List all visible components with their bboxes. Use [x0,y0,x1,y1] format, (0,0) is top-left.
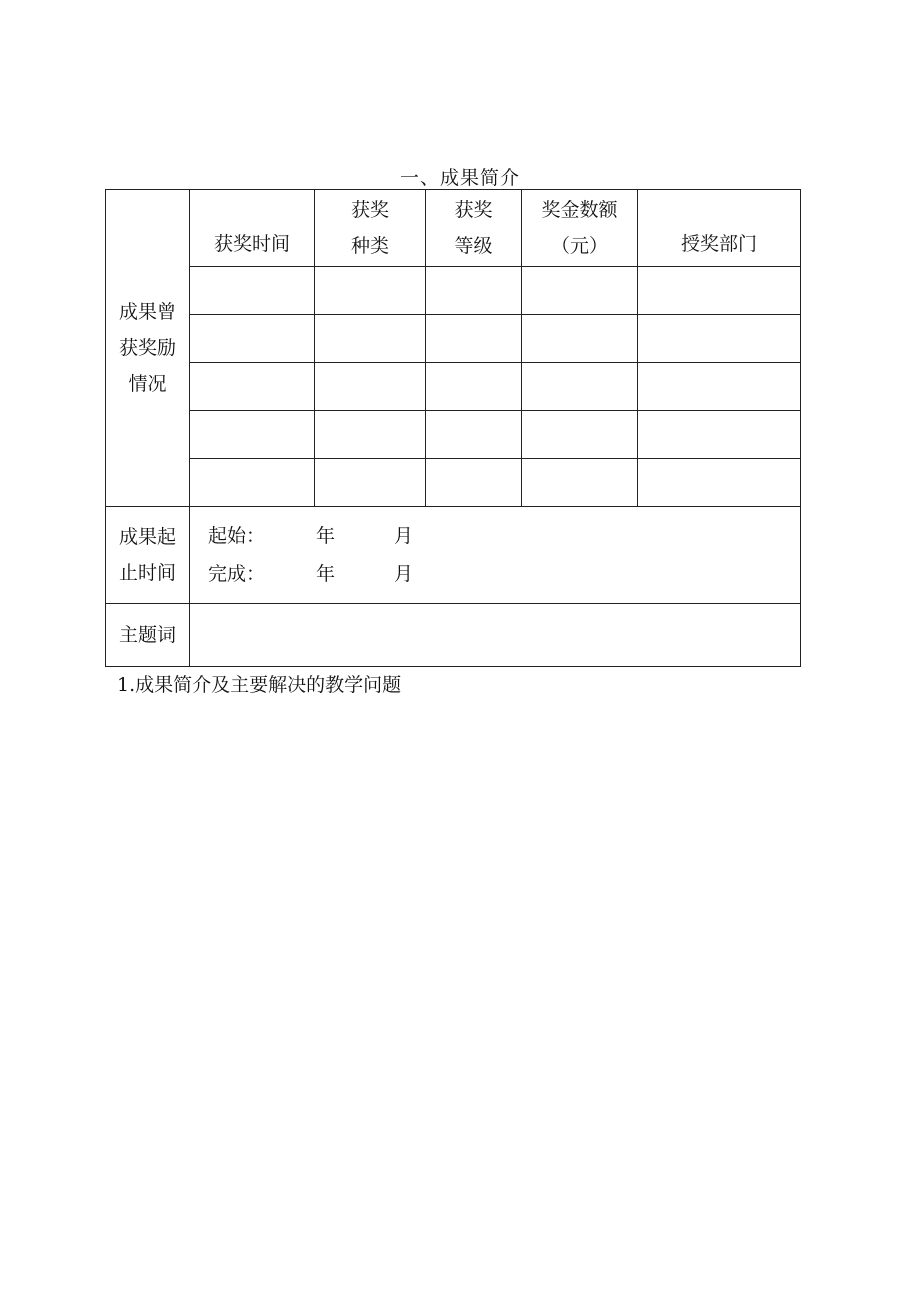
prize-amount-cell[interactable] [522,363,638,411]
award-entry-row [106,267,801,315]
prize-amount-cell[interactable] [522,411,638,459]
keywords-label: 主题词 [106,604,190,667]
keywords-field[interactable] [190,604,801,667]
award-level-cell[interactable] [426,267,522,315]
section-title: 一、成果简介 [399,167,520,189]
achievement-form-table [105,189,801,667]
period-row [106,507,801,604]
award-type-cell[interactable] [315,459,426,507]
awarding-dept-cell[interactable] [638,459,801,507]
period-fields[interactable] [190,507,801,604]
awarding-dept-cell[interactable] [638,267,801,315]
header-award-time: 获奖时间 [190,190,315,267]
awarding-dept-cell[interactable] [638,315,801,363]
award-time-cell[interactable] [190,411,315,459]
header-awarding-dept: 授奖部门 [638,190,801,267]
intro-heading: 1.成果简介及主要解决的教学问题 [117,674,402,696]
start-date: 起始： 年 月 [208,525,414,547]
award-time-cell[interactable] [190,363,315,411]
award-type-cell[interactable] [315,363,426,411]
award-level-cell[interactable] [426,315,522,363]
award-entry-row [106,459,801,507]
period-row-label: 成果起 止时间 [106,507,190,604]
awarding-dept-cell[interactable] [638,363,801,411]
award-time-cell[interactable] [190,459,315,507]
header-prize-amount: 奖金数额 （元） [522,190,638,267]
award-time-cell[interactable] [190,267,315,315]
header-award-level: 获奖 等级 [426,190,522,267]
header-award-type: 获奖 种类 [315,190,426,267]
awarding-dept-cell[interactable] [638,411,801,459]
award-level-cell[interactable] [426,411,522,459]
award-type-cell[interactable] [315,411,426,459]
award-level-cell[interactable] [426,363,522,411]
award-entry-row [106,315,801,363]
award-entry-row [106,411,801,459]
award-entry-row [106,363,801,411]
award-time-cell[interactable] [190,315,315,363]
award-type-cell[interactable] [315,315,426,363]
award-level-cell[interactable] [426,459,522,507]
prize-amount-cell[interactable] [522,267,638,315]
prize-amount-cell[interactable] [522,459,638,507]
end-date: 完成： 年 月 [208,563,414,585]
awards-row-label: 成果曾 获奖励 情况 [106,190,190,507]
award-type-cell[interactable] [315,267,426,315]
prize-amount-cell[interactable] [522,315,638,363]
awards-header-row [106,190,801,267]
keywords-row [106,604,801,667]
